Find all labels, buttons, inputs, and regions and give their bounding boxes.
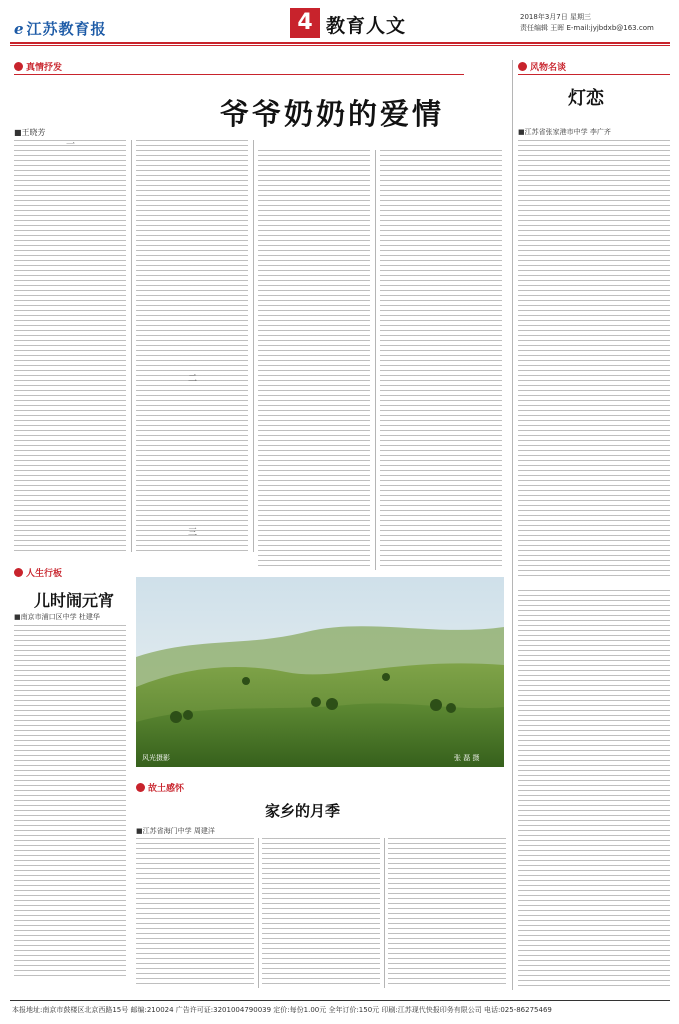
main-headline: 爷爷奶奶的爱情	[220, 97, 445, 131]
footer-text: 本报地址:南京市鼓楼区北京西路15号 邮编:210024 广告许可证:3201004790039 定价:每份1.00元 全年订价:150元 印刷:江苏现代快报印务有限公司 电话:025-86275469	[12, 1006, 552, 1014]
page-number: 4	[290, 8, 320, 38]
section-marker: 二	[188, 374, 198, 384]
lantern-text-column	[518, 590, 670, 990]
section-bullet-icon	[136, 783, 145, 792]
masthead-logo	[14, 18, 107, 39]
section-bullet-icon	[14, 568, 23, 577]
column-divider	[258, 838, 259, 988]
lantern-byline: ■江苏省张家港市中学 李广齐	[518, 128, 611, 136]
festival-text-column	[14, 625, 126, 980]
column-divider	[384, 838, 385, 988]
logo-text: 江苏教育报	[26, 20, 107, 38]
lantern-headline: 灯恋	[568, 88, 604, 109]
logo-mark: e	[14, 20, 25, 38]
section-tab-label: 真情抒发	[26, 63, 63, 73]
section-tab-label: 风物名谈	[530, 63, 567, 73]
section-tab-mid-left	[14, 566, 62, 579]
footer-rule	[10, 1000, 670, 1001]
main-text-column	[258, 150, 370, 570]
section-marker: 三	[188, 528, 198, 538]
section-marker: 一	[66, 140, 76, 150]
section-tab-label: 故土感怀	[148, 784, 185, 794]
column-divider	[253, 140, 254, 552]
photo-credit: 张 磊 摄	[454, 754, 480, 762]
festival-headline: 儿时闹元宵	[34, 591, 115, 610]
main-text-column	[136, 140, 248, 552]
header-rule	[10, 42, 670, 44]
main-text-column	[14, 140, 126, 552]
moon-text-column	[388, 838, 506, 988]
section-tab-bottom	[136, 781, 184, 794]
header-rule-thin	[10, 45, 670, 46]
photo-caption-left: 风光摄影	[142, 754, 170, 762]
section-tab-label: 人生行板	[26, 569, 63, 579]
lantern-text-column	[518, 140, 670, 580]
moon-headline: 家乡的月季	[265, 802, 341, 820]
landscape-photo-image	[136, 577, 504, 767]
editor-line: 责任编辑 王晖 E-mail:jyjbdxb@163.com	[520, 24, 654, 32]
moon-byline: ■江苏省海门中学 周建洋	[136, 827, 215, 835]
section-rule	[14, 74, 464, 75]
moon-text-column	[136, 838, 254, 988]
moon-text-column	[262, 838, 380, 988]
section-bullet-icon	[518, 62, 527, 71]
landscape-photo	[136, 577, 504, 767]
right-column-divider	[512, 60, 513, 990]
section-bullet-icon	[14, 62, 23, 71]
section-tab-top-left	[14, 60, 62, 73]
column-divider	[131, 140, 132, 552]
column-divider	[375, 150, 376, 570]
page-title: 教育人文	[326, 15, 407, 37]
date-line: 2018年3月7日 星期三	[520, 13, 591, 21]
main-byline: ■王晓芳	[14, 128, 46, 137]
header-meta	[520, 12, 670, 34]
main-text-column	[380, 150, 502, 570]
festival-byline: ■南京市浦口区中学 杜建华	[14, 613, 100, 621]
section-tab-top-right	[518, 60, 566, 73]
section-rule	[518, 74, 670, 75]
